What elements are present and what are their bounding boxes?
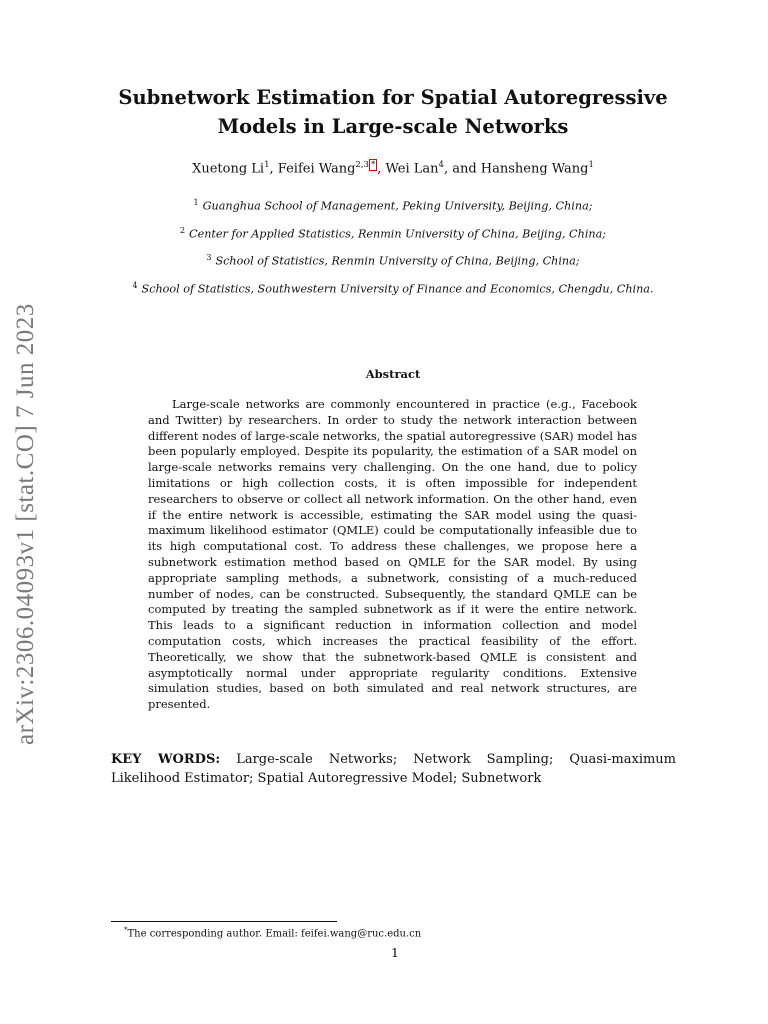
abstract-body: Large-scale networks are commonly encountered in practice (e.g., Facebook and Twitter) by researchers. In order to study the network interaction between different nodes of large-scale networks, the spatial autoregressive (SAR) model has been popularly employed. Despite its popularity, the estimation of a SAR model on large-scale networks remains very challenging. On the one hand, due to policy limitations or high collection costs, it is often impossible for independent researchers to observe or collect all network information. On the other hand, even if the entire network is accessible, estimating the SAR model using the quasi-maximum likelihood estimator (QMLE) could be computationally infeasible due to its high computational cost. To address these challenges, we propose here a subnetwork estimation method based on QMLE for the SAR model. By using appropriate sampling methods, a subnetwork, consisting of a much-reduced number of nodes, can be constructed. Subsequently, the standard QMLE can be computed by treating the sampled subnetwork as if it were the entire network. This leads to a significant reduction in information collection and model computation costs, which increases the practical feasibility of the effort. Theoretically, we show that the subnetwork-based QMLE is consistent and asymptotically normal under appropriate regularity conditions. Extensive simulation studies, based on both simulated and real network structures, are presented. [148, 397, 637, 712]
author-name: Feifei Wang [277, 161, 356, 177]
author-affiliation-sup: 1 [264, 160, 270, 170]
affiliation-text: Guanghua School of Management, Peking University, Beijing, China; [202, 199, 593, 213]
author-name: Hansheng Wang [480, 161, 589, 177]
keywords-text: Large-scale Networks; Network Sampling; Quasi-maximum Likelihood Estimator; Spatial Autoregressive Model; Subnetwork [111, 752, 677, 786]
corresponding-author-link[interactable]: * [370, 160, 376, 171]
abstract-heading: Abstract [365, 367, 421, 381]
author-affiliation-sup: 1 [588, 160, 594, 170]
footnote [124, 926, 624, 939]
footnote-text: The corresponding author. Email: feifei.wang@ruc.edu.cn [127, 928, 422, 940]
affiliation-3 [0, 253, 768, 268]
affiliation-text: Center for Applied Statistics, Renmin University of China, Beijing, China; [189, 227, 607, 241]
footnote-mark: * [124, 926, 128, 934]
affiliation-number: 4 [132, 281, 138, 290]
affiliation-number: 1 [193, 198, 199, 207]
author-affiliation-sup: 2,3 [355, 160, 369, 170]
keywords-label: KEY WORDS: [111, 752, 221, 767]
arxiv-stamp: arXiv:2306.04093v1 [stat.CO] 7 Jun 2023 [12, 303, 39, 745]
author-list [100, 160, 686, 176]
title-line-1: Subnetwork Estimation for Spatial Autoregressive [118, 86, 668, 109]
affiliation-number: 2 [179, 226, 186, 235]
title-line-2: Models in Large-scale Networks [217, 115, 569, 138]
author-name: Xuetong Li [192, 161, 265, 177]
affiliation-1 [0, 198, 768, 213]
affiliation-text: School of Statistics, Renmin University of China, Beijing, China; [215, 254, 580, 268]
author-name: Wei Lan [385, 161, 439, 177]
author-separator: , [269, 161, 278, 177]
author-separator: , [377, 161, 386, 177]
affiliation-text: School of Statistics, Southwestern University of Finance and Economics, Chengdu, China. [141, 282, 654, 296]
author-affiliation-sup: 4 [438, 160, 444, 170]
paper-title [100, 83, 686, 141]
keywords [111, 750, 676, 788]
footnote-divider [111, 921, 337, 922]
affiliation-4 [0, 281, 768, 296]
affiliation-2 [0, 226, 768, 241]
page-number: 1 [391, 945, 399, 960]
author-separator: , and [443, 161, 481, 177]
affiliation-number: 3 [206, 253, 212, 262]
